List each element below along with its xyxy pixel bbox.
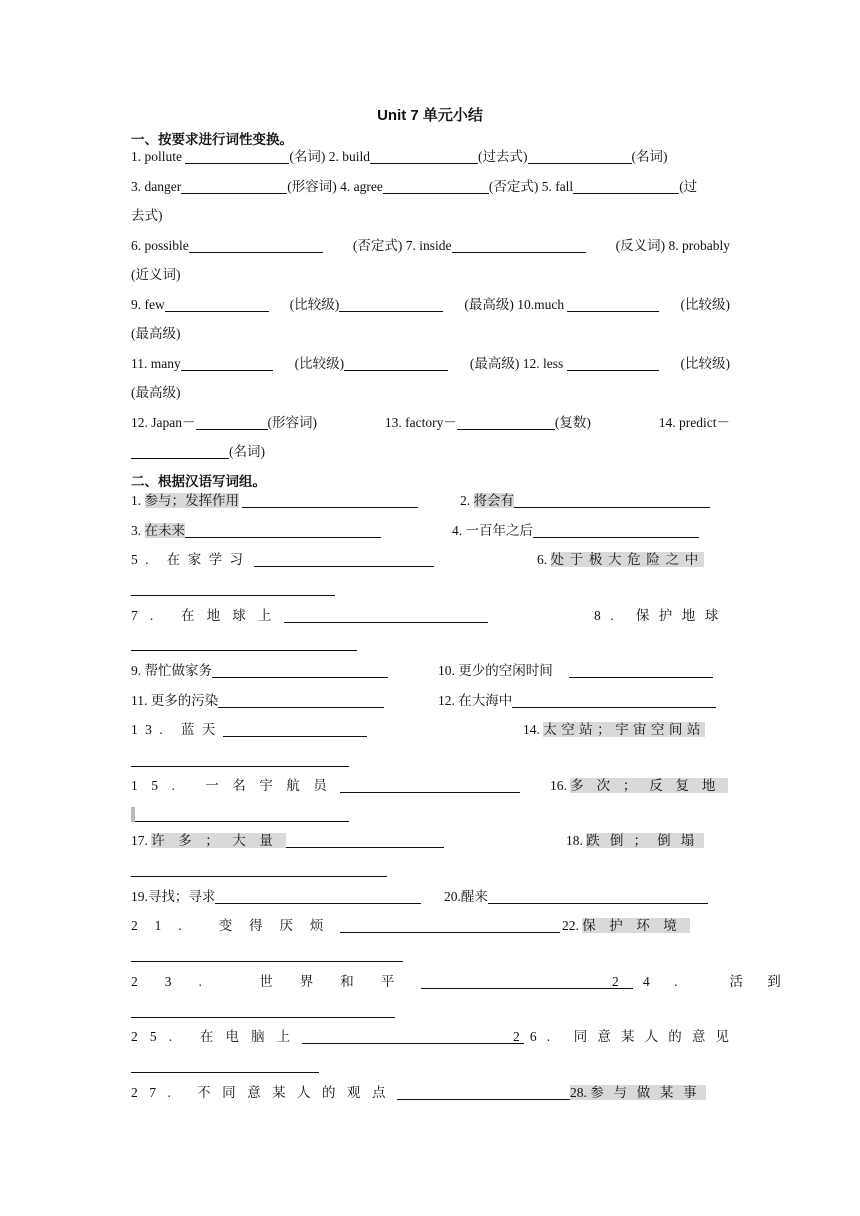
phrase-5: 5. 在家学习: [131, 551, 434, 569]
answer-blank[interactable]: [131, 961, 403, 962]
answer-blank[interactable]: [421, 974, 633, 989]
s1-line-2-wrap: 去式): [131, 208, 163, 223]
phrase-3: 3. 在未来: [131, 522, 381, 540]
phrase-14: 14. 太空站；宇宙空间站: [523, 722, 705, 737]
phrase-10: 10. 更少的空闲时间: [438, 662, 713, 680]
phrase-23: 23. 世界和平: [131, 973, 633, 991]
phrase-27: 27. 不同意某人的观点: [131, 1084, 585, 1102]
phrase-15: 15. 一名宇航员: [131, 777, 520, 795]
phrase-26: 26. 同意某人的意见: [513, 1029, 740, 1044]
s1-line-4-wrap: (最高级): [131, 326, 181, 341]
section1-heading: 一、按要求进行词性变换。: [131, 132, 293, 147]
phrase-1: 1. 参与；发挥作用: [131, 492, 418, 510]
phrase-28: 28. 参与做某事: [570, 1085, 707, 1100]
phrase-18: 18. 跌倒；倒塌: [566, 833, 705, 848]
phrase-16: 16. 多次；反复地: [550, 778, 729, 793]
answer-blank[interactable]: [131, 444, 229, 459]
answer-blank[interactable]: [215, 889, 421, 904]
s1-line-5: 11. many (比较级) (最高级) 12. less (比较级): [131, 356, 730, 371]
answer-blank[interactable]: [284, 608, 488, 623]
answer-blank[interactable]: [286, 833, 444, 848]
answer-blank[interactable]: [181, 179, 287, 194]
answer-blank[interactable]: [397, 1085, 585, 1100]
s1-line-2: 3. danger (形容词) 4. agree (否定式) 5. fall (过: [131, 179, 698, 194]
s1-line-5-wrap: (最高级): [131, 385, 181, 400]
s1-line-3: 6. possible (否定式) 7. inside (反义词) 8. probably: [131, 238, 730, 253]
section2-heading: 二、根据汉语写词组。: [131, 474, 266, 489]
answer-blank[interactable]: [383, 179, 489, 194]
phrase-11: 11. 更多的污染: [131, 692, 384, 710]
answer-blank[interactable]: [533, 523, 699, 538]
answer-blank[interactable]: [514, 493, 710, 508]
answer-blank[interactable]: [340, 918, 560, 933]
answer-blank[interactable]: [196, 415, 268, 430]
highlight-mark: [131, 807, 135, 822]
phrase-13: 13. 蓝天: [131, 721, 367, 739]
answer-blank[interactable]: [528, 149, 632, 164]
phrase-21: 21. 变得厌烦: [131, 917, 560, 935]
s1-line-3-wrap: (近义词): [131, 267, 181, 282]
answer-blank[interactable]: [189, 238, 323, 253]
phrase-19: 19.寻找；寻求: [131, 888, 421, 906]
phrase-17: 17. 许多；大量: [131, 832, 444, 850]
page-title: Unit 7 单元小结: [377, 107, 483, 124]
answer-blank[interactable]: [488, 889, 708, 904]
phrase-25: 25. 在电脑上: [131, 1028, 524, 1046]
answer-blank[interactable]: [567, 297, 659, 312]
answer-blank[interactable]: [185, 523, 381, 538]
answer-blank[interactable]: [223, 722, 367, 737]
s1-line-6: 12. Japan－ (形容词) 13. factory－ (复数) 14. predict－: [131, 415, 730, 430]
answer-blank[interactable]: [131, 1017, 395, 1018]
phrase-20: 20.醒来: [444, 888, 708, 906]
answer-blank[interactable]: [131, 1072, 319, 1073]
answer-blank[interactable]: [131, 650, 357, 651]
answer-blank[interactable]: [131, 766, 349, 767]
answer-blank[interactable]: [567, 356, 659, 371]
phrase-6: 6. 处于极大危险之中: [537, 552, 704, 567]
answer-blank[interactable]: [131, 595, 335, 596]
answer-blank[interactable]: [573, 179, 679, 194]
s1-line-6-wrap: (名词): [131, 443, 730, 461]
phrase-8: 8. 保护地球: [594, 608, 728, 623]
answer-blank[interactable]: [339, 297, 443, 312]
answer-blank[interactable]: [569, 663, 713, 678]
phrase-4: 4. 一百年之后: [452, 522, 699, 540]
answer-blank[interactable]: [185, 149, 289, 164]
answer-blank[interactable]: [344, 356, 448, 371]
answer-blank[interactable]: [242, 493, 418, 508]
answer-blank[interactable]: [131, 876, 387, 877]
answer-blank[interactable]: [165, 297, 269, 312]
phrase-24: 24. 活到: [612, 974, 806, 989]
phrase-9: 9. 帮忙做家务: [131, 662, 388, 680]
phrase-12: 12. 在大海中: [438, 692, 716, 710]
answer-blank[interactable]: [370, 149, 478, 164]
answer-blank[interactable]: [340, 778, 520, 793]
answer-blank[interactable]: [181, 356, 273, 371]
answer-blank[interactable]: [457, 415, 555, 430]
phrase-22: 22. 保护环境: [562, 918, 691, 933]
answer-blank[interactable]: [302, 1029, 524, 1044]
s1-line-1: 1. pollute (名词) 2. build (过去式) (名词): [131, 149, 668, 164]
answer-blank[interactable]: [254, 552, 434, 567]
phrase-2: 2. 将会有: [460, 492, 710, 510]
answer-blank[interactable]: [212, 663, 388, 678]
s1-line-4: 9. few (比较级) (最高级) 10.much (比较级): [131, 297, 730, 312]
answer-blank[interactable]: [131, 821, 349, 822]
answer-blank[interactable]: [218, 693, 384, 708]
answer-blank[interactable]: [512, 693, 716, 708]
answer-blank[interactable]: [452, 238, 586, 253]
phrase-7: 7. 在地球上: [131, 607, 488, 625]
